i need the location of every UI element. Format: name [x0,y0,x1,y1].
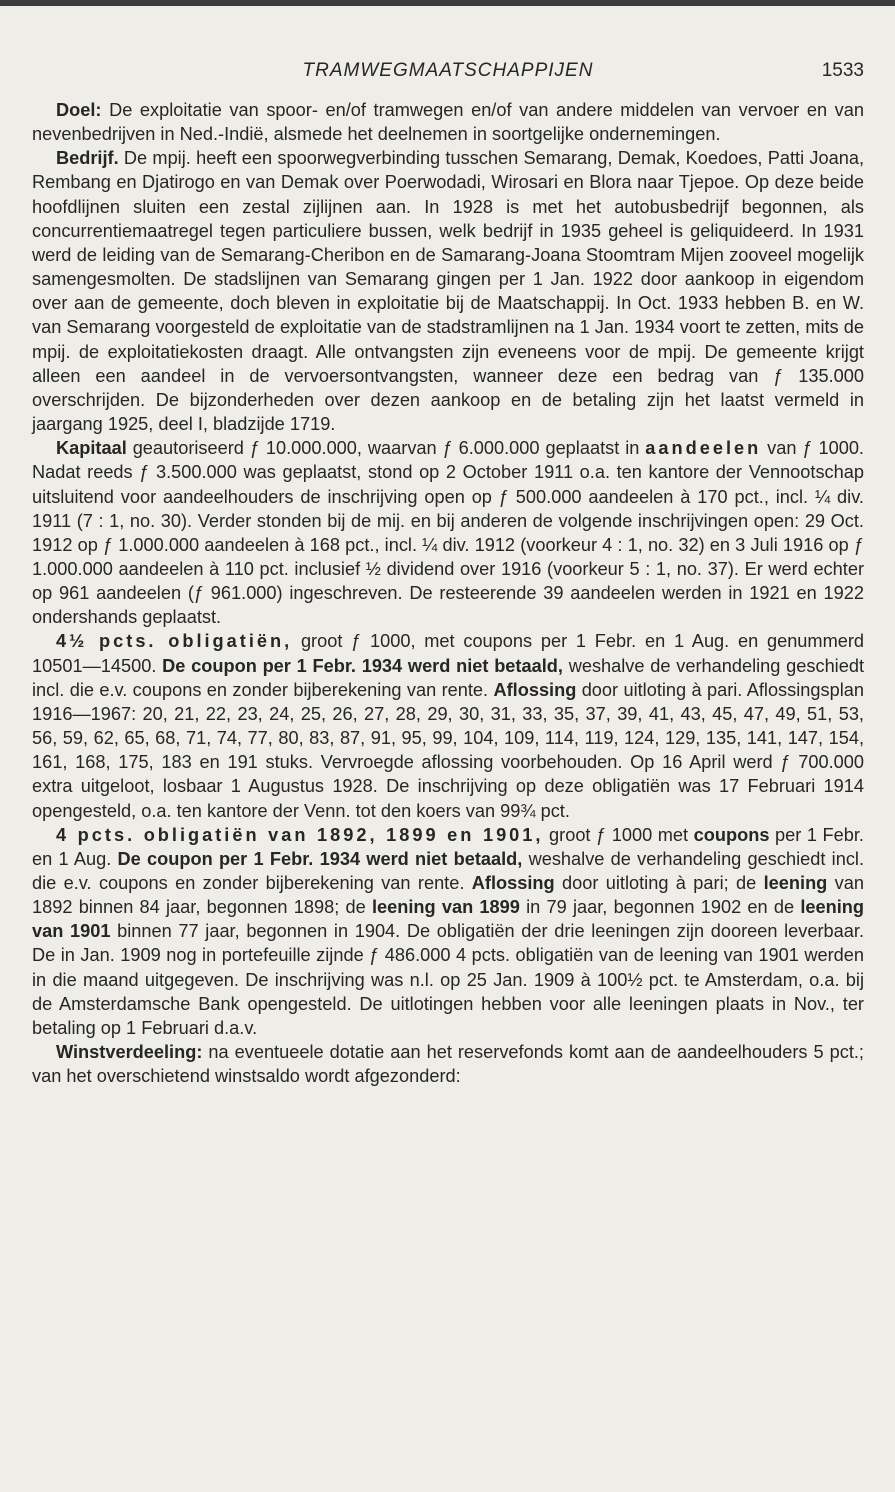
text-bedrijf: De mpij. heeft een spoorwegverbinding tusschen Semarang, Demak, Koedoes, Patti Joana, Rembang en Djatirogo en van Demak over Poerwodadi, Wirosari en Blora naar Tjepoe. Op deze beide hoofdlijnen sluiten een zestal zijlijnen aan. In 1928 is met het autobusbedrijf begonnen, als concurrentiemaatregel tegen particuliere bussen, welk bedrijf in 1935 geheel is geliquideerd. In 1931 werd de leiding van de Semarang-Cheribon en de Samarang-Joana Stoomtram Mijen zooveel mogelijk samengesmolten. De stadslijnen van Semarang gingen per 1 Jan. 1922 door aankoop in eigendom over aan de gemeente, doch bleven in exploitatie bij de Maatschappij. In Oct. 1933 hebben B. en W. van Semarang voorgesteld de exploitatie van de stadstramlijnen na 1 Jan. 1934 voort te zetten, mits de mpij. de exploitatiekosten draagt. Alle ontvangsten zijn eveneens voor de mpij. De gemeente krijgt alleen een aandeel in de vervoersontvangsten, wanneer deze een bedrag van ƒ 135.000 overschrijden. De bijzonderheden over dezen aankoop en de betaling zijn het laatst vermeld in jaargang 1925, deel I, bladzijde 1719. [32,148,864,435]
text-obl2-b: per 1 Febr. en 1 Aug. [32,824,864,869]
text-obl2-g: binnen 77 jaar, begonnen in 1904. De obligatiën der drie leeningen zijn dooreen leverbaar. De in Jan. 1909 nog in portefeuille zijnde ƒ 486.000 4 pcts. obligatiën van de leening van 1901 werden in die maand uitgegeven. De inschrijving was n.l. op 25 Jan. 1909 à 100½ pct. te Amsterdam, o.a. bij de Amsterdamsche Bank opengesteld. De uitlotingen hebben voor alle leeningen plaats in Nov., ter betaling op 1 Februari d.a.v. [32,921,865,1038]
text-kapitaal-b: van ƒ 1000. Nadat reeds ƒ 3.500.000 was geplaatst, stond op 2 October 1911 o.a. ten kantore der Vennootschap uitsluitend voor aandeelhouders de inschrijving open op ƒ 500.000 aandeelen à 170 pct., incl. ¼ div. 1911 (7 : 1, no. 30). Verder stonden bij de mij. en bij anderen de volgende inschrijvingen open: 29 Oct. 1912 op ƒ 1.000.000 aandeelen à 168 pct., incl. ¼ div. 1912 (voorkeur 4 : 1, no. 32) en 3 Juli 1916 op ƒ 1.000.000 aandeelen à 110 pct. inclusief ½ dividend over 1916 (voorkeur 5 : 1, no. 37). Er werd echter op 961 aandeelen (ƒ 961.000) ingeschreven. De resteerende 39 aandeelen werden in 1921 en 1922 ondershands geplaatst. [32,438,864,628]
label-kapitaal: Kapitaal [56,438,127,459]
text-obl2-d: door uitloting à pari; de [554,873,764,893]
bold-obl1-aflossing: Aflossing [493,679,577,700]
paragraph-obligaties-4 [32,823,864,1040]
bold-obl2-leening: leening [763,873,828,893]
text-obl1-a: groot ƒ 1000, met coupons per 1 Febr. en 1 Aug. en genummerd 10501—14500. [32,631,865,676]
text-doel: De exploitatie van spoor- en/of tramwegen en/of van andere middelen van vervoer en van nevenbedrijven in Ned.-Indië, alsmede het deelnemen in soortgelijke ondernemingen. [32,100,864,145]
paragraph-winstverdeeling [32,1040,864,1088]
label-bedrijf: Bedrijf. [56,148,119,169]
spaced-aandeelen: aandeelen [645,438,762,459]
spaced-obligaties-4: 4 pcts. obligatiën van 1892, 1899 en 1901, [56,824,544,845]
label-winstverdeeling: Winstverdeeling: [56,1042,203,1063]
bold-obl2-coupon: De coupon per 1 Febr. 1934 werd niet betaald, [117,848,523,869]
text-obl1-c: door uitloting à pari. Aflossingsplan 1916—1967: 20, 21, 22, 23, 24, 25, 26, 27, 28, 29, 30, 31, 33, 35, 37, 39, 41, 43, 45, 47, 49, 51, 53, 56, 59, 62, 65, 68, 71, 74, 77, 80, 83, 87, 91, 95, 99, 104, 109, 114, 119, 124, 129, 135, 141, 147, 154, 161, 168, 175, 183 en 191 stuks. Vervroegde aflossing voorbehouden. Op 16 April werd ƒ 700.000 extra uitgeloot, losbaar 1 Augustus 1928. De inschrijving op deze obligatiën was 17 Februari 1914 opengesteld, o.a. ten kantore der Venn. tot den koers van 99¾ pct. [32,679,864,821]
bold-obl2-leening-1899: leening van 1899 [371,897,520,918]
paragraph-obligaties-4half [32,629,864,822]
label-doel: Doel: [56,100,102,120]
text-obl2-e: van 1892 binnen 84 jaar, begonnen 1898; de [32,873,864,918]
text-obl1-b: weshalve de verhandeling geschiedt incl. die e.v. coupons en zonder bijberekening van rente. [32,655,865,700]
bold-obl1-coupon: De coupon per 1 Febr. 1934 werd niet betaald, [162,655,563,676]
paragraph-kapitaal [32,436,864,629]
bold-obl2-aflossing: Aflossing [471,873,555,893]
text-obl2-c: weshalve de verhandeling geschiedt incl. die e.v. coupons en zonder bijberekening van rente. [32,848,865,893]
article-body [32,98,864,1088]
page-top-edge [0,0,895,6]
text-obl2-f: in 79 jaar, begonnen 1902 en de [519,897,801,918]
paragraph-doel [32,98,864,146]
bold-obl2-coupons: coupons [693,824,770,845]
text-kapitaal-a: geautoriseerd ƒ 10.000.000, waarvan ƒ 6.000.000 geplaatst in [126,438,646,459]
spaced-obligaties-4half: 4½ pcts. obligatiën, [56,631,293,652]
page-number: 1533 [821,60,864,81]
text-winstverdeeling: na eventueele dotatie aan het reservefonds komt aan de aandeelhouders 5 pct.; van het overschietend winstsaldo wordt afgezonderd: [32,1042,864,1087]
text-obl2-a: groot ƒ 1000 met [543,824,694,845]
bold-obl2-leening-1901: leening van 1901 [32,897,865,942]
running-title: TRAMWEGMAATSCHAPPIJEN [302,60,594,81]
paragraph-bedrijf [32,146,864,436]
page-header [32,60,864,88]
